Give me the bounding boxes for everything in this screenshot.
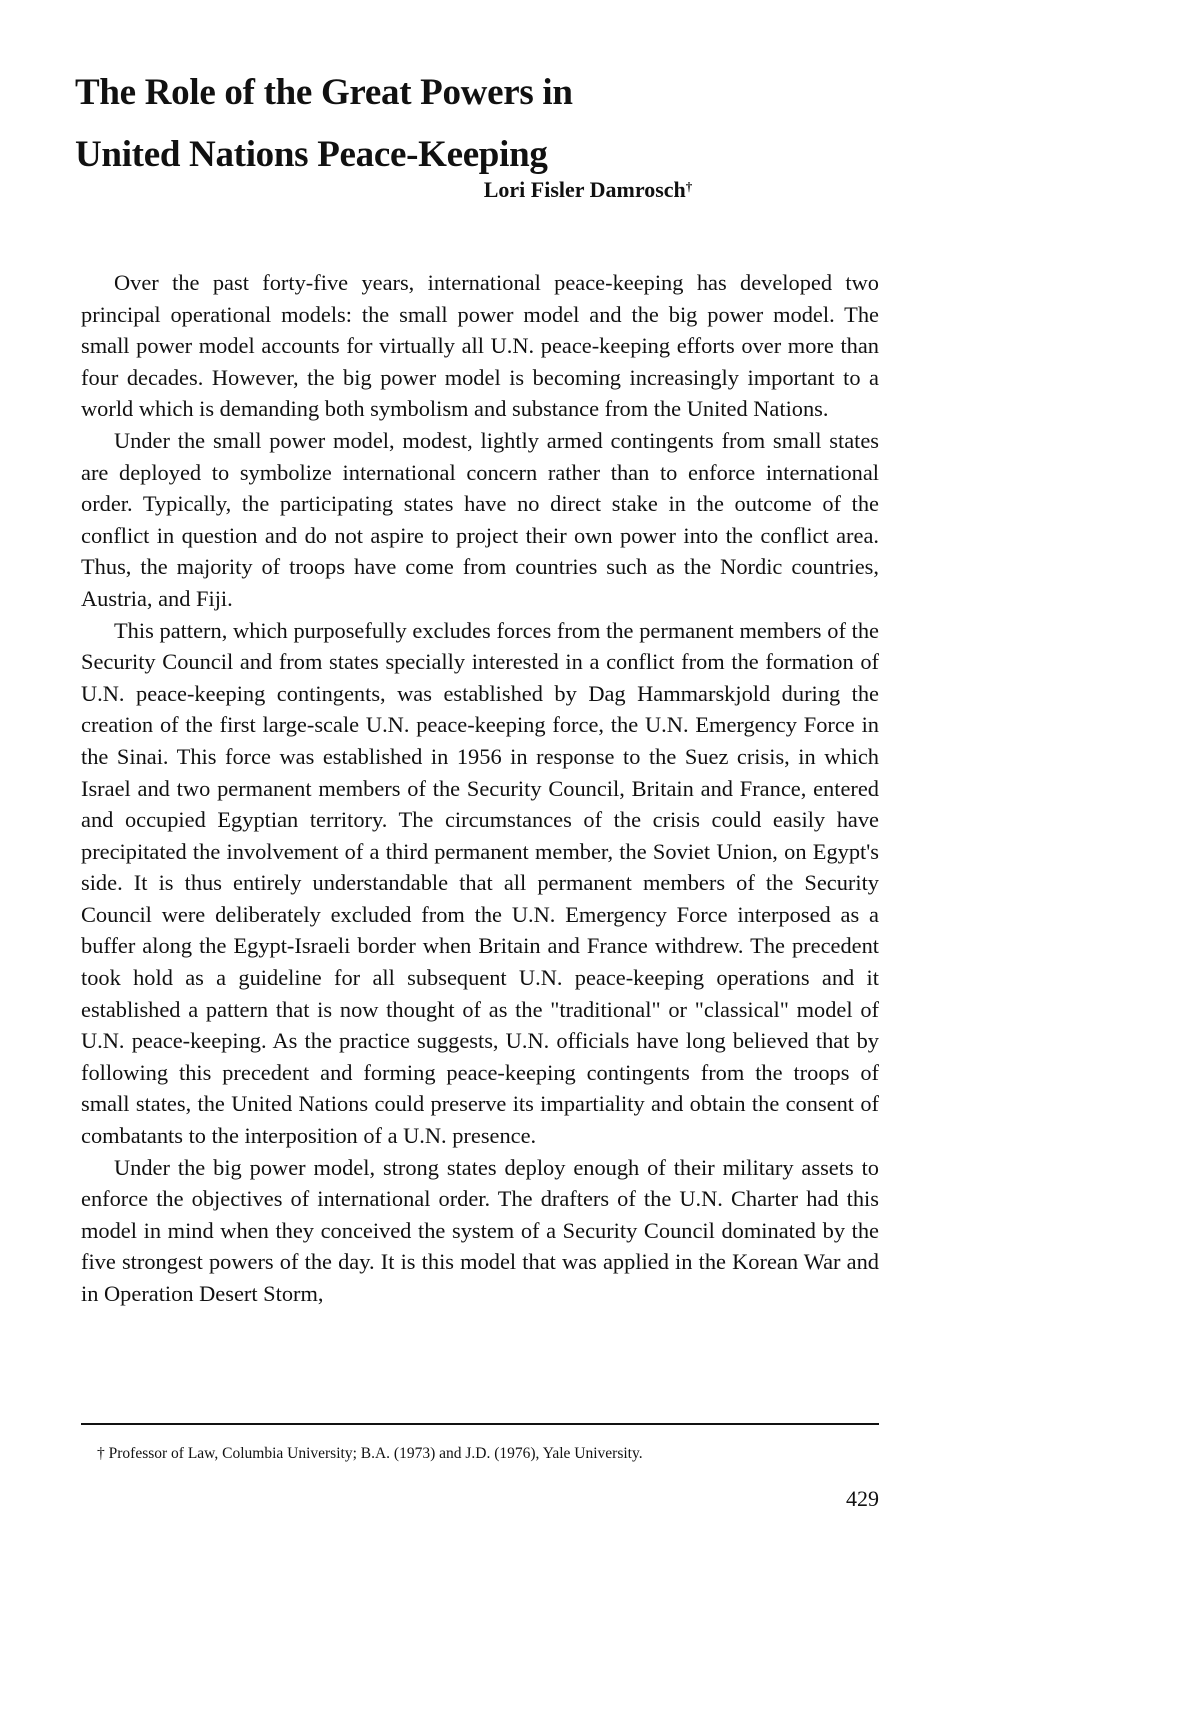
author-name: Lori Fisler Damrosch xyxy=(483,177,686,202)
body-paragraph-4: Under the big power model, strong states deploy enough of their military assets to enforce the objectives of international order. The drafters of the U.N. Charter had this model in mind when they conceived the system of a Security Council dominated by the five strongest powers of the day. It is this model that was applied in the Korean War and in Operation Desert Storm, xyxy=(81,1154,879,1306)
body-paragraph-2: Under the small power model, modest, lightly armed contingents from small states are deployed to symbolize international concern rather than to enforce international order. Typically, the participating states have no direct stake in the outcome of the conflict in question and do not aspire to project their own power into the conflict area. Thus, the majority of troops have come from countries such as the Nordic countries, Austria, and Fiji. xyxy=(81,427,879,611)
article-body xyxy=(81,267,879,1310)
article-title xyxy=(75,62,875,186)
body-paragraph-1: Over the past forty-five years, international peace-keeping has developed two principal operational models: the small power model and the big power model. The small power model accounts for virtually all U.N. peace-keeping efforts over more than four decades. However, the big power model is becoming increasingly important to a world which is demanding both symbolism and substance from the United Nations. xyxy=(81,270,879,422)
author-byline xyxy=(0,175,1200,205)
footnote: † Professor of Law, Columbia University; B.A. (1973) and J.D. (1976), Yale University. xyxy=(97,1445,643,1462)
title-line-2: United Nations Peace-Keeping xyxy=(75,134,548,175)
title-line-1: The Role of the Great Powers in xyxy=(75,72,573,113)
body-paragraph-3: This pattern, which purposefully excludes forces from the permanent members of the Security Council and from states specially interested in a conflict from the formation of U.N. peace-keeping contingents, was established by Dag Hammarskjold during the creation of the first large-scale U.N. peace-keeping force, the U.N. Emergency Force in the Sinai. This force was established in 1956 in response to the Suez crisis, in which Israel and two permanent members of the Security Council, Britain and France, entered and occupied Egyptian territory. The circumstances of the crisis could easily have precipitated the involvement of a third permanent member, the Soviet Union, on Egypt's side. It is thus entirely understandable that all permanent members of the Security Council were deliberately excluded from the U.N. Emergency Force interposed as a buffer along the Egypt-Israeli border when Britain and France withdrew. The precedent took hold as a guideline for all subsequent U.N. peace-keeping operations and it established a pattern that is now thought of as the "traditional" or "classical" model of U.N. peace-keeping. As the practice suggests, U.N. officials have long believed that by following this precedent and forming peace-keeping contingents from the troops of small states, the United Nations could preserve its impartiality and obtain the consent of combatants to the interposition of a U.N. presence. xyxy=(81,617,879,1149)
page-number: 429 xyxy=(846,1486,879,1511)
footnote-divider xyxy=(81,1423,879,1425)
author-footnote-mark: † xyxy=(685,179,693,194)
